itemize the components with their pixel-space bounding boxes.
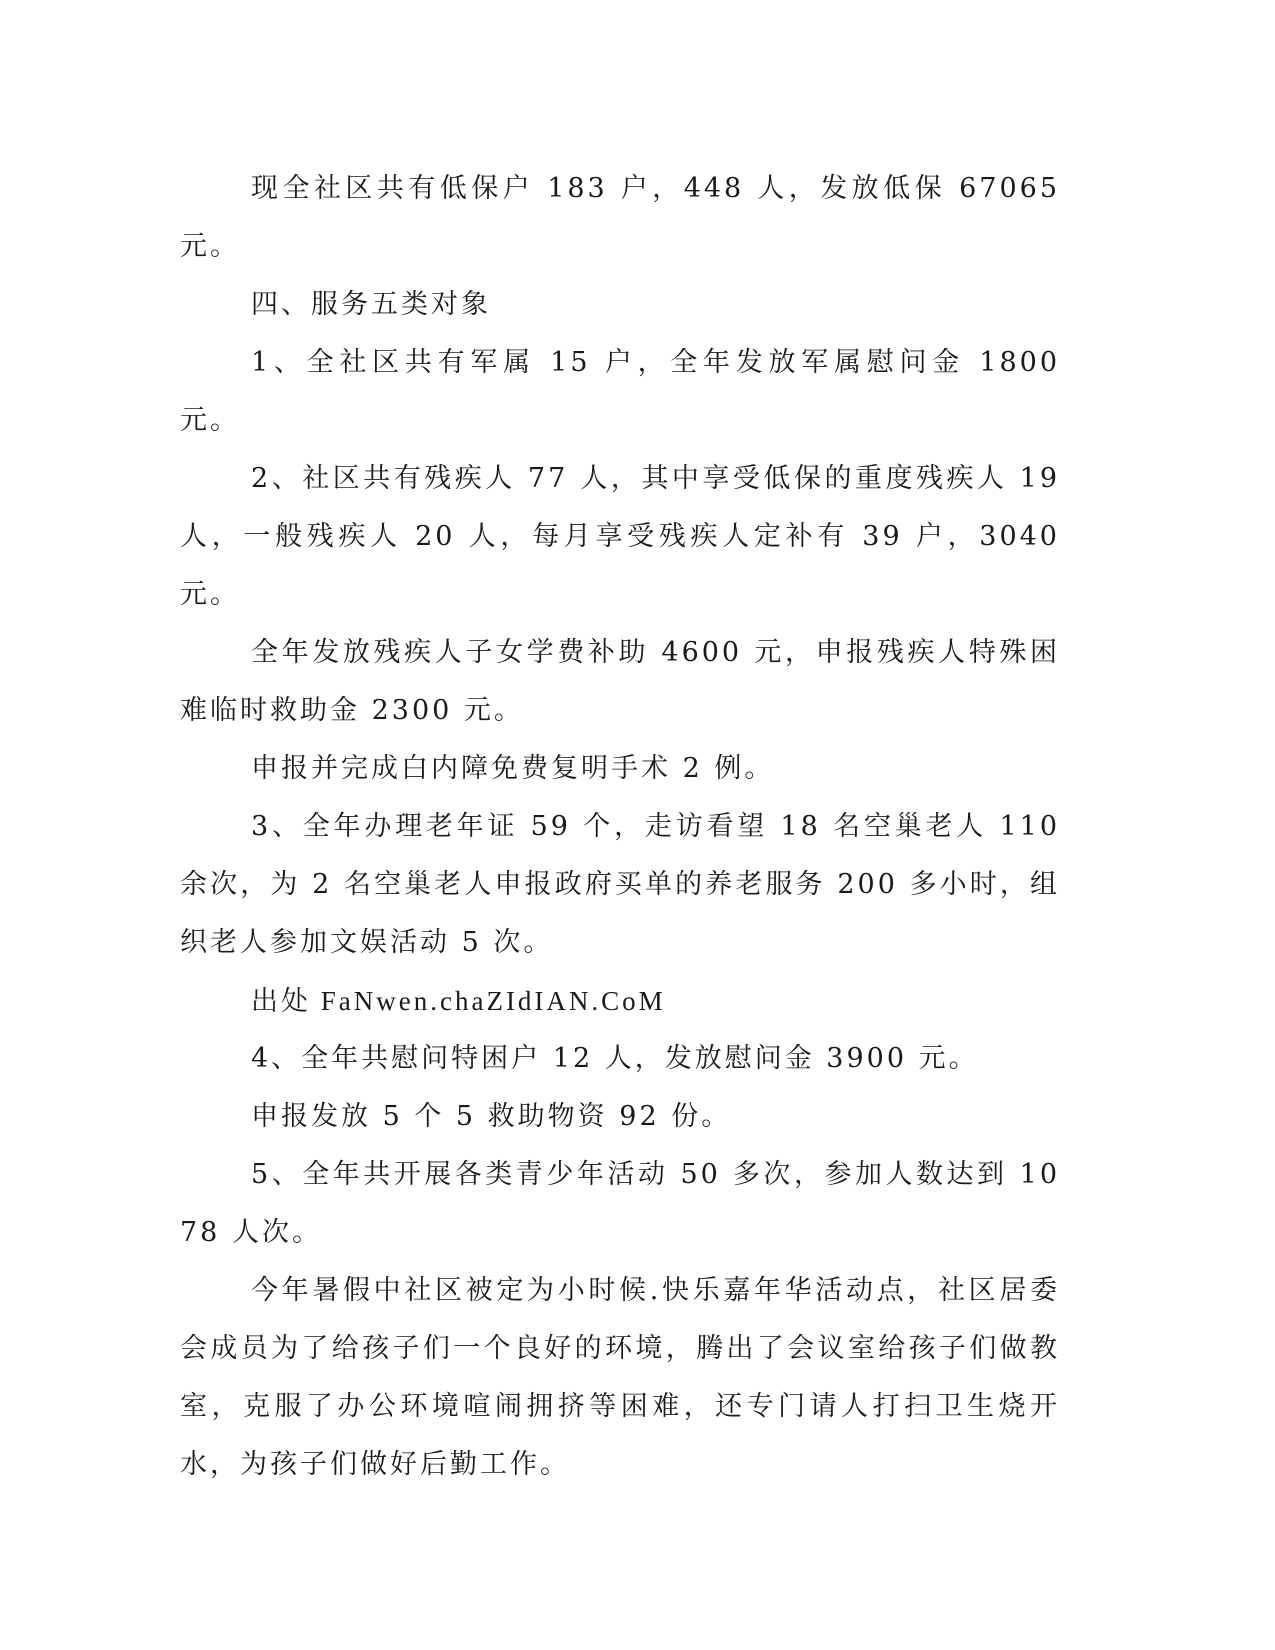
paragraph-elderly-services: 3、全年办理老年证 59 个，走访看望 18 名空巢老人 110 余次，为 2 名空巢老人申报政府买单的养老服务 200 多小时，组织老人参加文娱活动 5 次。: [180, 811, 1060, 958]
paragraph-disabled-persons: 2、社区共有残疾人 77 人，其中享受低保的重度残疾人 19 人，一般残疾人 20 人，每月享受残疾人定补有 39 户，3040 元。: [180, 463, 1060, 610]
paragraph-cataract-surgery: 申报并完成白内障免费复明手术 2 例。: [251, 753, 775, 784]
body-text: [180, 160, 1060, 1494]
source-attribution: 出处 FaNwen.chaZIdIAN.CoM: [251, 986, 666, 1016]
paragraph-military-families: 1、全社区共有军属 15 户，全年发放军属慰问金 1800 元。: [180, 347, 1060, 436]
paragraph-relief-supplies: 申报发放 5 个 5 救助物资 92 份。: [251, 1101, 732, 1132]
paragraph-poor-households: 4、全年共慰问特困户 12 人，发放慰问金 3900 元。: [251, 1043, 979, 1074]
section-heading-five-groups: 四、服务五类对象: [251, 289, 491, 320]
paragraph-summer-program: 今年暑假中社区被定为小时候.快乐嘉年华活动点，社区居委会成员为了给孩子们一个良好的环境，腾出了会议室给孩子们做教室，克服了办公环境喧闹拥挤等困难，还专门请人打扫卫生烧开水，为孩子们做好后勤工作。: [180, 1275, 1060, 1480]
paragraph-low-income-summary: 现全社区共有低保户 183 户，448 人，发放低保 67065 元。: [180, 173, 1060, 262]
paragraph-tuition-subsidy: 全年发放残疾人子女学费补助 4600 元，申报残疾人特殊困难临时救助金 2300 元。: [180, 637, 1060, 726]
paragraph-youth-activities: 5、全年共开展各类青少年活动 50 多次，参加人数达到 1078 人次。: [180, 1159, 1060, 1248]
